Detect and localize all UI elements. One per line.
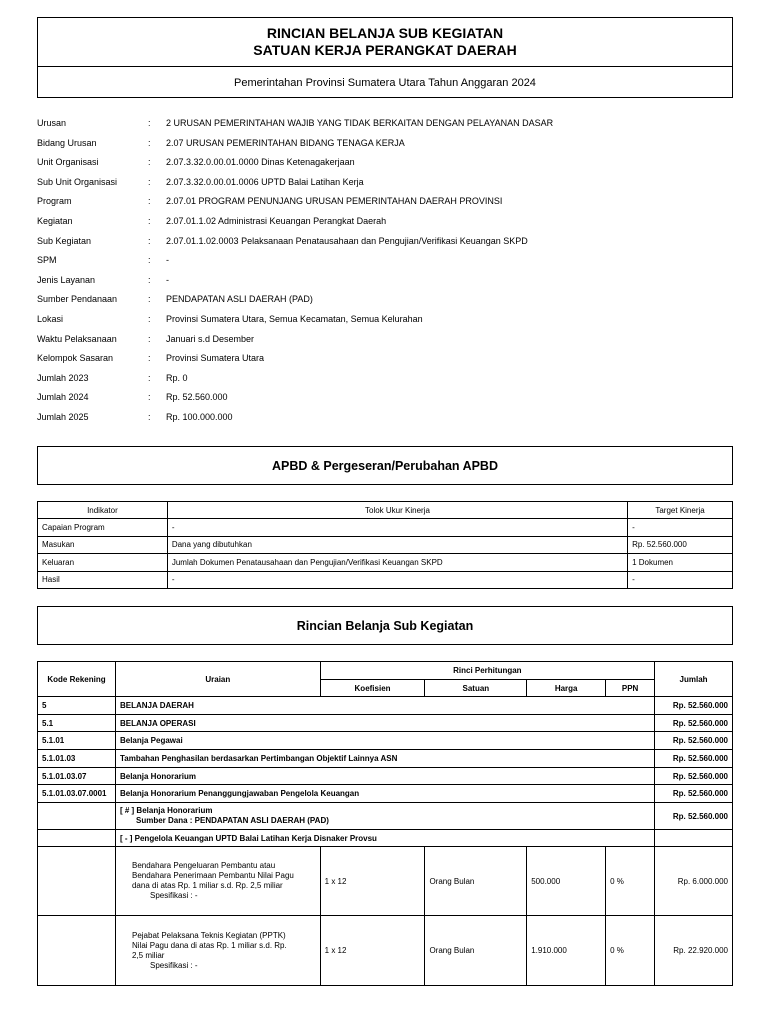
info-label: Kegiatan xyxy=(37,215,73,226)
kode-rekening-header: Kode Rekening xyxy=(38,662,116,697)
info-row xyxy=(37,409,733,429)
item-jumlah-cell: Rp. 6.000.000 xyxy=(655,847,733,916)
info-label: Lokasi xyxy=(37,313,64,324)
ppn-header: PPN xyxy=(606,680,655,697)
info-value: 2.07 URUSAN PEMERINTAHAN BIDANG TENAGA KERJA xyxy=(166,137,405,148)
item-description: Pejabat Pelaksana Teknis Kegiatan (PPTK) Nilai Pagu dana di atas Rp. 1 miliar s.d. Rp. 2,5 miliar xyxy=(131,930,287,960)
info-separator: : xyxy=(148,118,151,128)
satuan-cell: Orang Bulan xyxy=(425,847,527,916)
document-header xyxy=(37,17,733,98)
info-value: 2.07.01.1.02 Administrasi Keuangan Perangkat Daerah xyxy=(166,215,387,226)
info-row xyxy=(37,311,733,331)
account-row xyxy=(38,732,733,750)
info-separator: : xyxy=(148,235,151,246)
info-row xyxy=(37,370,733,390)
info-value: PENDAPATAN ASLI DAERAH (PAD) xyxy=(166,294,313,305)
item-row xyxy=(38,847,733,916)
tolok-ukur-cell: Dana yang dibutuhkan xyxy=(167,536,627,554)
uraian-cell: Belanja Honorarium xyxy=(115,767,654,785)
harga-header: Harga xyxy=(527,680,606,697)
info-row xyxy=(37,331,733,351)
info-value: Januari s.d Desember xyxy=(166,333,255,344)
account-row xyxy=(38,714,733,732)
indicator-row xyxy=(38,571,733,589)
uraian-cell: Tambahan Penghasilan berdasarkan Pertimbangan Objektif Lainnya ASN xyxy=(115,750,654,768)
info-value: 2.07.3.32.0.00.01.0006 UPTD Balai Latihan Kerja xyxy=(166,176,364,187)
uraian-header: Uraian xyxy=(115,662,320,697)
info-row xyxy=(37,389,733,409)
title-line-2: SATUAN KERJA PERANGKAT DAERAH xyxy=(253,42,517,58)
info-separator: : xyxy=(148,274,151,285)
info-row xyxy=(37,174,733,194)
target-cell: 1 Dokumen xyxy=(628,554,733,572)
kode-cell: 5.1.01 xyxy=(38,732,116,750)
info-row xyxy=(37,213,733,233)
indicator-cell: Keluaran xyxy=(38,554,168,572)
info-value: 2.07.3.32.0.00.01.0000 Dinas Ketenagakerjaan xyxy=(166,157,355,168)
indicator-header-row xyxy=(38,502,733,519)
info-value: Rp. 0 xyxy=(166,372,188,383)
jumlah-cell: Rp. 52.560.000 xyxy=(655,732,733,750)
info-label: Program xyxy=(37,196,72,207)
koefisien-cell: 1 x 12 xyxy=(320,847,425,916)
satuan-cell: Orang Bulan xyxy=(425,916,527,986)
info-label: Sub Kegiatan xyxy=(37,235,92,246)
info-separator: : xyxy=(148,411,151,422)
uraian-cell: BELANJA DAERAH xyxy=(115,697,654,715)
indicator-row xyxy=(38,554,733,572)
info-label: Sub Unit Organisasi xyxy=(37,176,118,187)
koefisien-header: Koefisien xyxy=(320,680,425,697)
info-label: Unit Organisasi xyxy=(37,157,99,168)
group-kode-cell xyxy=(38,803,116,830)
info-row xyxy=(37,350,733,370)
info-row xyxy=(37,252,733,272)
target-col-header: Target Kinerja xyxy=(628,502,733,519)
tolok-ukur-col-header: Tolok Ukur Kinerja xyxy=(167,502,627,519)
info-section xyxy=(37,115,733,429)
group-source: Sumber Dana : PENDAPATAN ASLI DAERAH (PAD) xyxy=(135,816,329,826)
info-separator: : xyxy=(148,255,151,266)
tolok-ukur-cell: - xyxy=(167,571,627,589)
document-title xyxy=(38,18,732,67)
jumlah-cell: Rp. 52.560.000 xyxy=(655,697,733,715)
kode-cell: 5 xyxy=(38,697,116,715)
jumlah-header: Jumlah xyxy=(655,662,733,697)
item-row xyxy=(38,916,733,986)
kode-cell: 5.1.01.03 xyxy=(38,750,116,768)
subgroup-jumlah-cell xyxy=(655,830,733,847)
info-label: Jumlah 2023 xyxy=(37,372,89,383)
kode-cell: 5.1.01.03.07 xyxy=(38,767,116,785)
group-title: [ # ] Belanja Honorarium xyxy=(119,806,213,816)
kode-cell: 5.1 xyxy=(38,714,116,732)
jumlah-cell: Rp. 52.560.000 xyxy=(655,767,733,785)
indicator-cell: Masukan xyxy=(38,536,168,554)
info-separator: : xyxy=(148,372,151,383)
item-specification: Spesifikasi : - xyxy=(149,960,198,970)
item-uraian-cell xyxy=(115,847,320,916)
group-uraian-cell xyxy=(115,803,654,830)
indicator-row xyxy=(38,536,733,554)
info-label: SPM xyxy=(37,255,57,266)
indicator-cell: Hasil xyxy=(38,571,168,589)
info-separator: : xyxy=(148,294,151,305)
rinci-perhitungan-header: Rinci Perhitungan xyxy=(320,662,654,680)
jumlah-cell: Rp. 52.560.000 xyxy=(655,714,733,732)
item-specification: Spesifikasi : - xyxy=(149,891,198,901)
koefisien-cell: 1 x 12 xyxy=(320,916,425,986)
info-row xyxy=(37,233,733,253)
info-separator: : xyxy=(148,392,151,403)
info-value: 2 URUSAN PEMERINTAHAN WAJIB YANG TIDAK BERKAITAN DENGAN PELAYANAN DASAR xyxy=(166,118,554,128)
subgroup-kode-cell xyxy=(38,830,116,847)
info-separator: : xyxy=(148,333,151,344)
indicator-col-header: Indikator xyxy=(38,502,168,519)
item-kode-cell xyxy=(38,916,116,986)
info-value: 2.07.01 PROGRAM PENUNJANG URUSAN PEMERINTAHAN DAERAH PROVINSI xyxy=(166,196,503,207)
target-cell: - xyxy=(628,571,733,589)
subgroup-row xyxy=(38,830,733,847)
item-description: Bendahara Pengeluaran Pembantu atau Bendahara Penerimaan Pembantu Nilai Pagu dana di atas Rp. 1 miliar s.d. Rp. 2,5 miliar xyxy=(131,861,294,891)
item-kode-cell xyxy=(38,847,116,916)
apbd-section-title: APBD & Pergeseran/Perubahan APBD xyxy=(37,446,733,485)
info-label: Jenis Layanan xyxy=(37,274,96,285)
info-value: Rp. 52.560.000 xyxy=(166,392,228,403)
info-value: 2.07.01.1.02.0003 Pelaksanaan Penatausahaan dan Pengujian/Verifikasi Keuangan SKPD xyxy=(166,235,528,246)
ppn-cell: 0 % xyxy=(606,916,655,986)
info-label: Waktu Pelaksanaan xyxy=(37,333,117,344)
info-label: Kelompok Sasaran xyxy=(37,353,114,364)
info-row xyxy=(37,154,733,174)
uraian-cell: Belanja Honorarium Penanggungjawaban Pengelola Keuangan xyxy=(115,785,654,803)
info-row xyxy=(37,115,733,135)
indicator-table xyxy=(37,501,733,589)
jumlah-cell: Rp. 52.560.000 xyxy=(655,750,733,768)
target-cell: Rp. 52.560.000 xyxy=(628,536,733,554)
info-label: Sumber Pendanaan xyxy=(37,294,118,305)
kode-cell: 5.1.01.03.07.0001 xyxy=(38,785,116,803)
satuan-header: Satuan xyxy=(425,680,527,697)
ppn-cell: 0 % xyxy=(606,847,655,916)
info-value: Provinsi Sumatera Utara, Semua Kecamatan, Semua Kelurahan xyxy=(166,313,423,324)
harga-cell: 1.910.000 xyxy=(527,916,606,986)
info-separator: : xyxy=(148,353,151,364)
account-row xyxy=(38,750,733,768)
info-separator: : xyxy=(148,157,151,168)
info-label: Jumlah 2024 xyxy=(37,392,89,403)
subgroup-uraian-cell: [ - ] Pengelola Keuangan UPTD Balai Latihan Kerja Disnaker Provsu xyxy=(115,830,654,847)
uraian-cell: Belanja Pegawai xyxy=(115,732,654,750)
account-row xyxy=(38,767,733,785)
info-value: Rp. 100.000.000 xyxy=(166,411,233,422)
info-label: Jumlah 2025 xyxy=(37,411,89,422)
harga-cell: 500.000 xyxy=(527,847,606,916)
rincian-section-title: Rincian Belanja Sub Kegiatan xyxy=(37,606,733,645)
info-row xyxy=(37,135,733,155)
info-separator: : xyxy=(148,196,151,207)
item-uraian-cell xyxy=(115,916,320,986)
account-row xyxy=(38,785,733,803)
jumlah-cell: Rp. 52.560.000 xyxy=(655,785,733,803)
info-row xyxy=(37,291,733,311)
info-separator: : xyxy=(148,137,151,148)
uraian-cell: BELANJA OPERASI xyxy=(115,714,654,732)
info-value: Provinsi Sumatera Utara xyxy=(166,353,265,364)
info-value: - xyxy=(166,255,169,266)
info-separator: : xyxy=(148,215,151,226)
target-cell: - xyxy=(628,519,733,537)
info-row xyxy=(37,272,733,292)
rincian-belanja-table xyxy=(37,661,733,986)
info-value: - xyxy=(166,274,169,285)
rincian-header-row xyxy=(38,662,733,680)
info-label: Urusan xyxy=(37,118,67,128)
indicator-row xyxy=(38,519,733,537)
indicator-cell: Capaian Program xyxy=(38,519,168,537)
tolok-ukur-cell: - xyxy=(167,519,627,537)
info-label: Bidang Urusan xyxy=(37,137,97,148)
group-jumlah-cell: Rp. 52.560.000 xyxy=(655,803,733,830)
info-separator: : xyxy=(148,313,151,324)
tolok-ukur-cell: Jumlah Dokumen Penatausahaan dan Pengujian/Verifikasi Keuangan SKPD xyxy=(167,554,627,572)
group-row xyxy=(38,803,733,830)
title-line-1: RINCIAN BELANJA SUB KEGIATAN xyxy=(266,25,504,41)
document-subtitle: Pemerintahan Provinsi Sumatera Utara Tahun Anggaran 2024 xyxy=(234,76,536,89)
info-row xyxy=(37,193,733,213)
account-row xyxy=(38,697,733,715)
item-jumlah-cell: Rp. 22.920.000 xyxy=(655,916,733,986)
info-separator: : xyxy=(148,176,151,187)
